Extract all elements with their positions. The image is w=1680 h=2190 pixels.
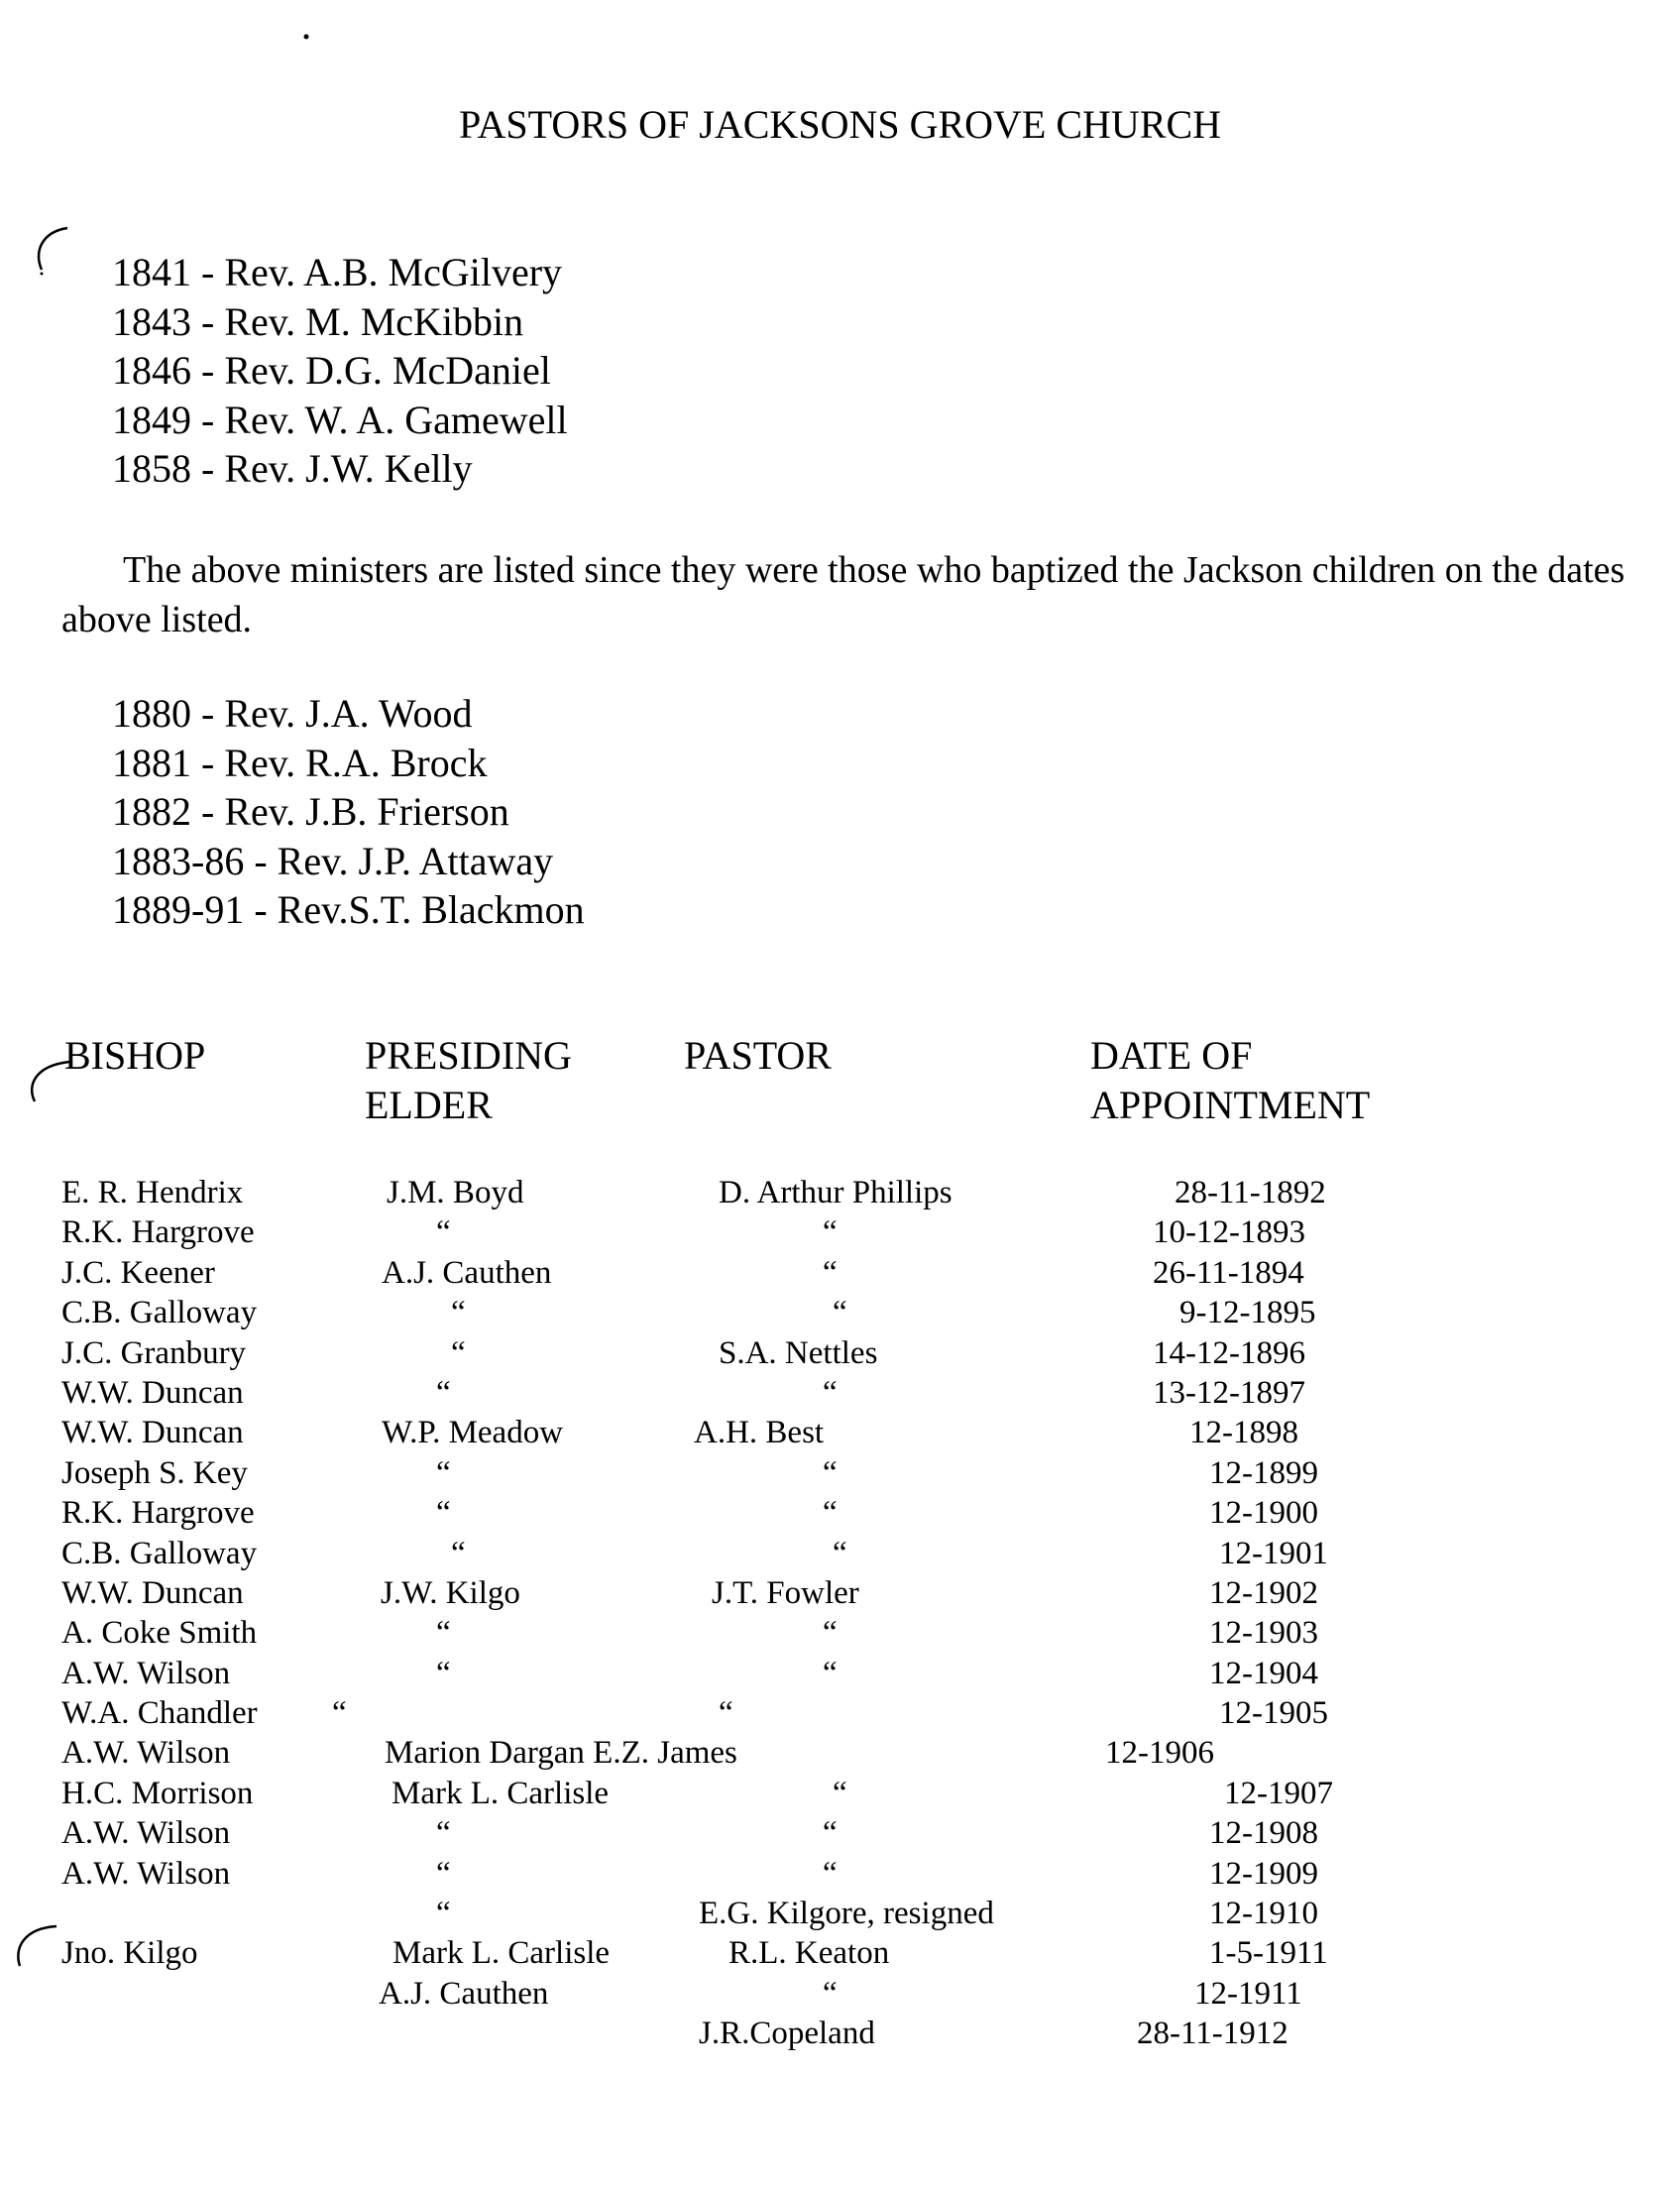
- cell-elder: A.J. Cauthen: [382, 1254, 552, 1291]
- cell-bishop: A.W. Wilson: [61, 1735, 231, 1772]
- table-row: [0, 1976, 1680, 2016]
- appointments-table: [0, 1175, 1680, 2056]
- cell-date: 1-5-1911: [1209, 1935, 1328, 1972]
- cell-date: 28-11-1912: [1137, 2016, 1288, 2052]
- cell-bishop: W.A. Chandler: [61, 1695, 258, 1732]
- cell-elder: Marion Dargan E.Z. James: [385, 1735, 737, 1772]
- cell-date: 9-12-1895: [1179, 1295, 1316, 1331]
- cell-bishop: Joseph S. Key: [61, 1454, 248, 1491]
- cell-bishop: W.W. Duncan: [61, 1374, 244, 1411]
- early-pastors-list: [112, 248, 568, 494]
- cell-bishop: A.W. Wilson: [61, 1815, 231, 1852]
- note-text: The above ministers are listed since they were those who baptized the Jackson children on the dates above listed.: [61, 549, 1625, 640]
- cell-pastor: “: [833, 1295, 847, 1331]
- cell-pastor: “: [823, 1254, 838, 1291]
- table-row: [0, 1896, 1680, 1935]
- header-date-line1: DATE OF: [1090, 1033, 1253, 1078]
- cell-bishop: A. Coke Smith: [61, 1615, 258, 1652]
- cell-bishop: W.W. Duncan: [61, 1574, 244, 1611]
- cell-elder: “: [436, 1214, 451, 1251]
- header-date: [1090, 1031, 1370, 1130]
- table-row: [0, 1695, 1680, 1735]
- list-item: 1846 - Rev. D.G. McDaniel: [112, 348, 551, 393]
- cell-pastor: “: [823, 1655, 838, 1691]
- cell-date: 28-11-1892: [1175, 1175, 1326, 1210]
- table-row: [0, 1335, 1680, 1375]
- table-row: [0, 1575, 1680, 1615]
- cell-date: 26-11-1894: [1153, 1254, 1304, 1291]
- table-row: [0, 1536, 1680, 1575]
- header-presiding-line2: ELDER: [365, 1083, 493, 1127]
- cell-bishop: H.C. Morrison: [61, 1775, 254, 1811]
- cell-pastor: “: [823, 1975, 838, 2012]
- cell-elder: “: [332, 1695, 347, 1732]
- list-item: 1881 - Rev. R.A. Brock: [112, 740, 488, 785]
- table-row: [0, 1815, 1680, 1855]
- cell-elder: W.P. Meadow: [382, 1415, 564, 1451]
- list-item: 1880 - Rev. J.A. Wood: [112, 691, 473, 736]
- table-row: [0, 1255, 1680, 1295]
- cell-date: 12-1909: [1209, 1855, 1318, 1892]
- cell-pastor: “: [823, 1374, 838, 1411]
- cell-elder: “: [451, 1334, 466, 1371]
- cell-date: 12-1901: [1219, 1535, 1328, 1571]
- cell-date: 12-1904: [1209, 1655, 1318, 1691]
- cell-date: 12-1899: [1209, 1454, 1318, 1491]
- pencil-mark-top: [28, 222, 87, 287]
- list-item: 1882 - Rev. J.B. Frierson: [112, 789, 509, 834]
- cell-date: 12-1911: [1194, 1975, 1302, 2012]
- cell-pastor: D. Arthur Phillips: [719, 1175, 952, 1210]
- header-date-line2: APPOINTMENT: [1090, 1083, 1371, 1127]
- cell-elder: “: [436, 1815, 451, 1852]
- cell-date: 14-12-1896: [1153, 1334, 1305, 1371]
- header-bishop: BISHOP: [64, 1033, 206, 1078]
- cell-bishop: R.K. Hargrove: [61, 1495, 255, 1532]
- list-item: 1889-91 - Rev.S.T. Blackmon: [112, 887, 585, 932]
- cell-bishop: Jno. Kilgo: [61, 1935, 198, 1972]
- table-row: [0, 1455, 1680, 1495]
- table-row: [0, 2016, 1680, 2055]
- cell-pastor: “: [833, 1775, 847, 1811]
- cell-pastor: A.H. Best: [694, 1415, 825, 1451]
- list-item: 1883-86 - Rev. J.P. Attaway: [112, 838, 554, 883]
- cell-date: 13-12-1897: [1153, 1374, 1305, 1411]
- cell-pastor: R.L. Keaton: [728, 1935, 890, 1972]
- cell-elder: “: [451, 1535, 466, 1571]
- table-row: [0, 1615, 1680, 1655]
- list-item: 1849 - Rev. W. A. Gamewell: [112, 397, 568, 442]
- page-title: PASTORS OF JACKSONS GROVE CHURCH: [458, 102, 1222, 147]
- table-row: [0, 1214, 1680, 1254]
- cell-bishop: R.K. Hargrove: [61, 1214, 255, 1251]
- cell-elder: J.M. Boyd: [387, 1175, 524, 1210]
- cell-date: 12-1902: [1209, 1574, 1318, 1611]
- cell-elder: Mark L. Carlisle: [392, 1775, 610, 1811]
- list-item: 1858 - Rev. J.W. Kelly: [112, 446, 473, 491]
- cell-pastor: “: [823, 1454, 838, 1491]
- header-presiding-elder: [365, 1031, 572, 1130]
- cell-bishop: J.C. Granbury: [61, 1334, 247, 1371]
- cell-bishop: C.B. Galloway: [61, 1535, 258, 1571]
- table-row: [0, 1495, 1680, 1535]
- cell-elder: “: [436, 1454, 451, 1491]
- cell-date: 12-1900: [1209, 1495, 1318, 1532]
- cell-bishop: A.W. Wilson: [61, 1855, 231, 1892]
- cell-pastor: “: [823, 1495, 838, 1532]
- cell-date: 12-1898: [1189, 1415, 1298, 1451]
- cell-elder: Mark L. Carlisle: [392, 1935, 611, 1972]
- cell-pastor: S.A. Nettles: [719, 1334, 878, 1371]
- cell-date: 12-1907: [1224, 1775, 1333, 1811]
- table-row: [0, 1295, 1680, 1334]
- table-row: [0, 1175, 1680, 1214]
- cell-elder: “: [436, 1855, 451, 1892]
- cell-pastor: J.R.Copeland: [699, 2016, 875, 2052]
- table-row: [0, 1375, 1680, 1415]
- table-row: [0, 1856, 1680, 1896]
- cell-pastor: “: [719, 1695, 733, 1732]
- header-pastor: PASTOR: [684, 1033, 832, 1078]
- cell-pastor: E.G. Kilgore, resigned: [699, 1896, 994, 1932]
- cell-date: 12-1905: [1219, 1695, 1328, 1732]
- cell-elder: “: [436, 1374, 451, 1411]
- list-item: 1841 - Rev. A.B. McGilvery: [112, 250, 563, 294]
- cell-elder: “: [436, 1655, 451, 1691]
- table-row: [0, 1776, 1680, 1815]
- cell-date: 12-1903: [1209, 1615, 1318, 1652]
- cell-pastor: “: [823, 1214, 838, 1251]
- cell-bishop: W.W. Duncan: [61, 1415, 244, 1451]
- pencil-mark-dot: [302, 30, 312, 48]
- cell-bishop: C.B. Galloway: [61, 1295, 258, 1331]
- table-row: [0, 1415, 1680, 1454]
- cell-elder: “: [451, 1295, 466, 1331]
- cell-date: 10-12-1893: [1153, 1214, 1305, 1251]
- table-row: [0, 1656, 1680, 1695]
- cell-elder: “: [436, 1495, 451, 1532]
- cell-date: 12-1910: [1209, 1896, 1318, 1932]
- cell-elder: J.W. Kilgo: [381, 1574, 520, 1611]
- cell-pastor: “: [823, 1615, 838, 1652]
- cell-date: 12-1908: [1209, 1815, 1318, 1852]
- cell-bishop: A.W. Wilson: [61, 1655, 231, 1691]
- cell-pastor: J.T. Fowler: [712, 1574, 859, 1611]
- cell-elder: A.J. Cauthen: [379, 1975, 549, 2012]
- list-item: 1843 - Rev. M. McKibbin: [112, 298, 524, 344]
- cell-bishop: J.C. Keener: [61, 1254, 215, 1291]
- cell-elder: “: [436, 1615, 451, 1652]
- cell-pastor: “: [823, 1815, 838, 1852]
- table-row: [0, 1935, 1680, 1975]
- cell-date: 12-1906: [1105, 1735, 1214, 1772]
- later-pastors-list: [112, 689, 585, 935]
- cell-pastor: “: [833, 1535, 847, 1571]
- header-presiding-line1: PRESIDING: [365, 1033, 572, 1078]
- cell-elder: “: [436, 1896, 451, 1932]
- table-row: [0, 1735, 1680, 1775]
- cell-bishop: E. R. Hendrix: [61, 1175, 244, 1210]
- cell-pastor: “: [823, 1855, 838, 1892]
- note-paragraph: [61, 545, 1647, 644]
